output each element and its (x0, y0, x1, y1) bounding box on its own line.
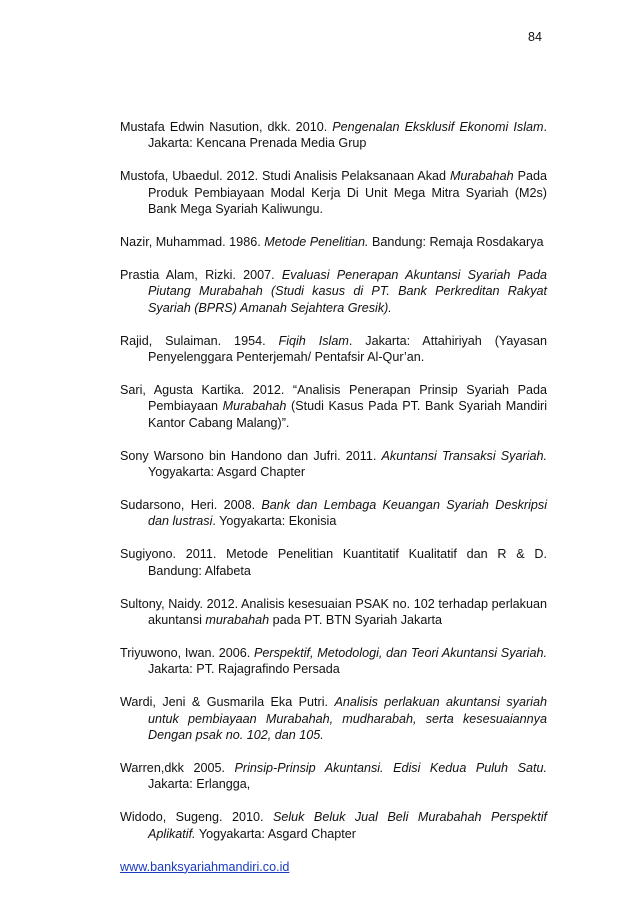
reference-text: Jakarta: PT. Rajagrafindo Persada (148, 662, 340, 677)
reference-text: Mustofa, Ubaedul. 2012. Studi Analisis Pelaksanaan Akad (120, 169, 450, 184)
reference-entry (120, 546, 547, 579)
reference-entry (120, 694, 547, 743)
reference-title: Akuntansi Transaksi Syariah. (381, 448, 547, 463)
reference-entry (120, 234, 547, 250)
reference-title: Analisis perlakuan akuntansi syariah untuk pembiayaan Murabahah, mudharabah, serta kesesuaiannya Dengan psak no. 102, dan 105. (148, 695, 547, 743)
reference-text: Warren,dkk 2005. (120, 760, 235, 775)
reference-entry (120, 267, 547, 316)
reference-text: Mustafa Edwin Nasution, dkk. 2010. (120, 120, 333, 134)
page-number: 84 (528, 30, 542, 44)
reference-text: Yogyakarta: Asgard Chapter (195, 826, 356, 841)
reference-entry (120, 497, 547, 530)
reference-text: . Jakarta: Attahiriyah (Yayasan Penyelenggara Penterjemah/ Pentafsir Al-Qur’an. (148, 333, 548, 365)
reference-text: Nazir, Muhammad. 1986. (120, 235, 265, 250)
reference-title: Pengenalan Eksklusif Ekonomi Islam (332, 120, 544, 134)
reference-text: Wardi, Jeni & Gusmarila Eka Putri. (120, 695, 335, 710)
reference-entry (120, 382, 547, 431)
reference-entry (120, 760, 547, 793)
reference-text: Sudarsono, Heri. 2008. (120, 498, 262, 512)
reference-title: Evaluasi Penerapan Akuntansi Syariah Pada Piutang Murabahah (Studi kasus di PT. Bank Perkreditan Rakyat Syariah (BPRS) Amanah Sejahtera Gresik). (148, 267, 547, 315)
reference-title: Fiqih Islam (278, 333, 349, 348)
reference-entry (120, 119, 547, 152)
reference-text: Sugiyono. 2011. Metode Penelitian Kuantitatif Kualitatif dan R & D. Bandung: Alfabeta (120, 547, 547, 578)
reference-entry (120, 809, 547, 842)
reference-entry (120, 448, 547, 481)
reference-text: . Jakarta: Kencana Prenada Media Grup (148, 120, 547, 151)
reference-title: murabahah (205, 613, 270, 628)
reference-title: Bank dan Lembaga Keuangan Syariah Deskripsi dan lustrasi (148, 498, 548, 529)
reference-text: Bandung: Remaja Rosdakarya (368, 235, 544, 250)
reference-title: Seluk Beluk Jual Beli Murabahah Perspektif Aplikatif. (148, 810, 547, 841)
reference-text: Rajid, Sulaiman. 1954. (120, 333, 279, 348)
reference-text: Sultony, Naidy. 2012. Analisis kesesuaian PSAK no. 102 terhadap perlakuan akuntansi (120, 596, 547, 628)
reference-title: Prinsip-Prinsip Akuntansi. Edisi Kedua Puluh Satu. (234, 760, 547, 775)
reference-entry (120, 168, 547, 217)
reference-text: Sari, Agusta Kartika. 2012. “Analisis Penerapan Prinsip Syariah Pada Pembiayaan (120, 382, 547, 414)
reference-entry (120, 333, 547, 366)
reference-text: (Studi Kasus Pada PT. Bank Syariah Mandiri Kantor Cabang Malang)”. (148, 399, 548, 430)
reference-text: . Yogyakarta: Ekonisia (212, 514, 337, 529)
reference-text: Jakarta: Erlangga, (148, 777, 251, 792)
reference-text: Yogyakarta: Asgard Chapter (148, 465, 306, 480)
reference-text: Widodo, Sugeng. 2010. (120, 810, 273, 825)
reference-text: Triyuwono, Iwan. 2006. (120, 645, 255, 660)
website-link[interactable]: www.banksyariahmandiri.co.id (120, 859, 290, 874)
reference-text: pada PT. BTN Syariah Jakarta (269, 613, 443, 628)
reference-text: Sony Warsono bin Handono dan Jufri. 2011. (120, 448, 382, 463)
reference-title: Murabahah (449, 169, 514, 184)
reference-entry (120, 645, 547, 678)
reference-entry (120, 596, 547, 629)
reference-title: Perspektif, Metodologi, dan Teori Akuntansi Syariah. (254, 645, 547, 660)
reference-title: Metode Penelitian. (264, 235, 369, 250)
reference-text: Pada Produk Pembiayaan Modal Kerja Di Unit Mega Mitra Syariah (M2s) Bank Mega Syariah Kaliwungu. (148, 169, 547, 217)
reference-text: Prastia Alam, Rizki. 2007. (120, 267, 282, 282)
reference-title: Murabahah (222, 399, 287, 414)
reference-list (120, 119, 547, 875)
